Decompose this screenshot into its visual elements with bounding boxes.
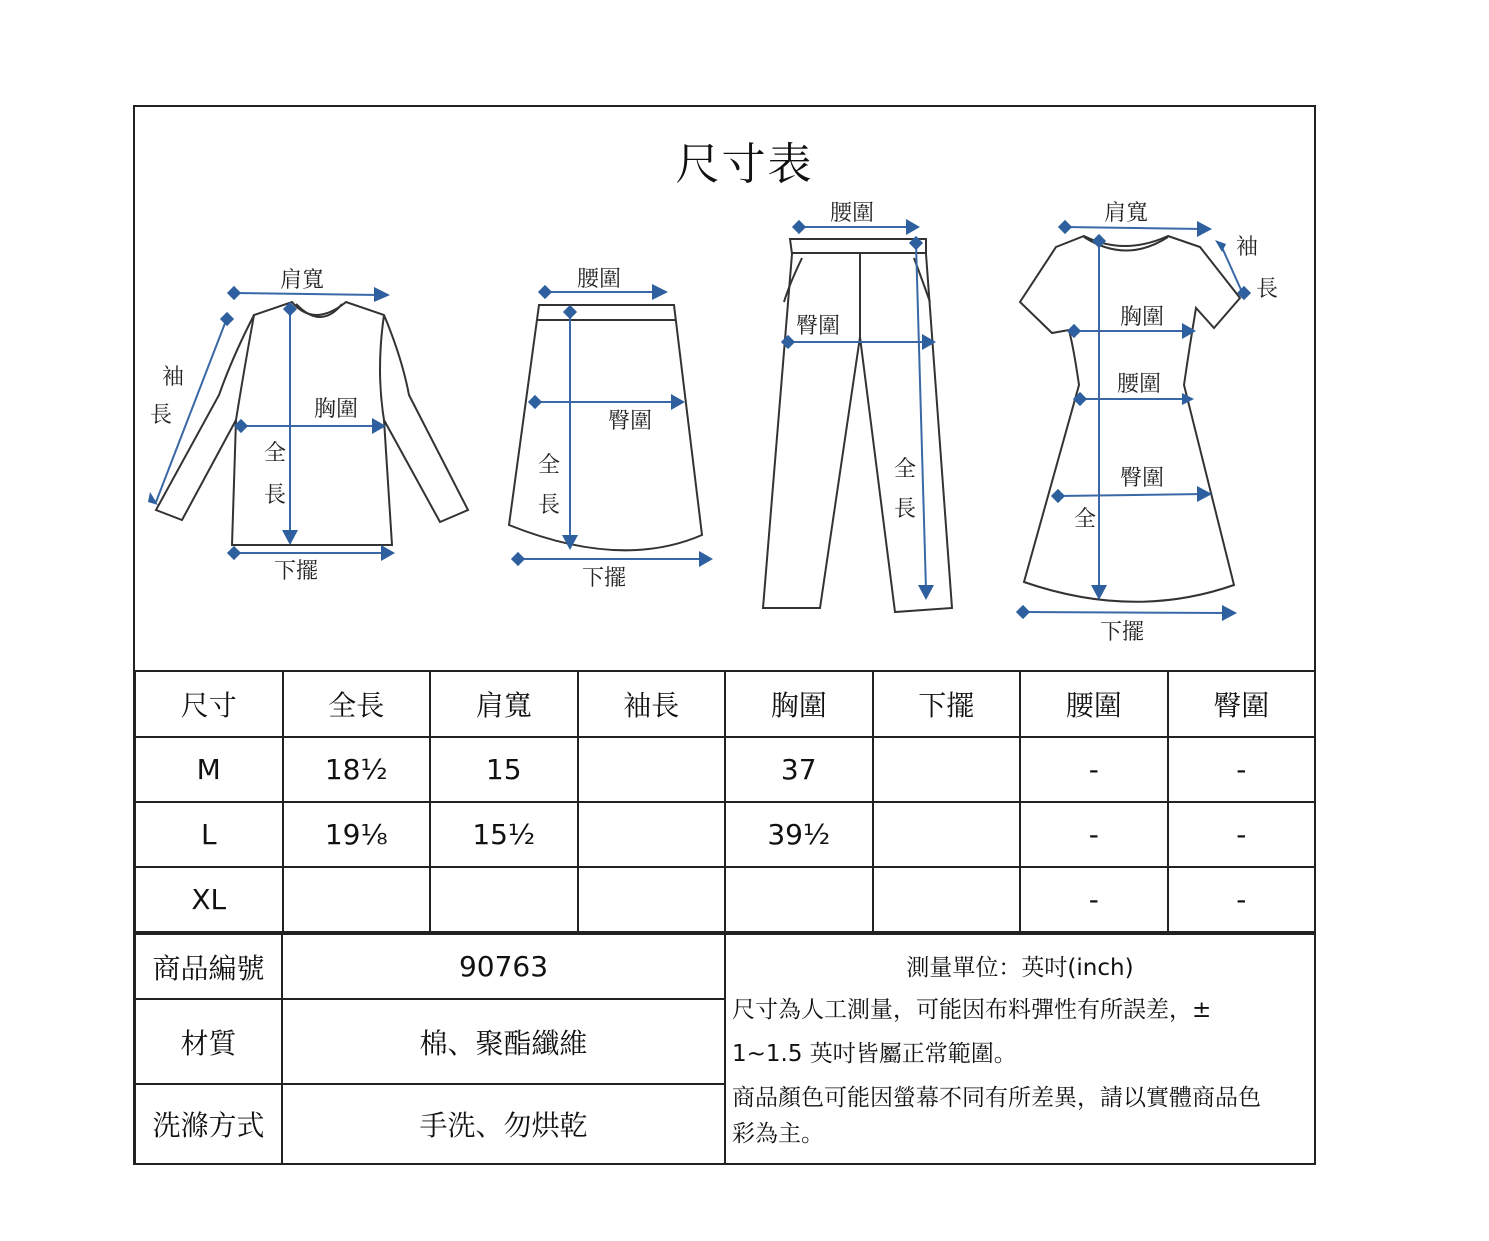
note-line-4: 彩為主。 (732, 1121, 824, 1147)
dress-outline (1020, 236, 1240, 602)
skirt-hem-arrow (699, 551, 713, 567)
dress-length-arrow (1091, 585, 1107, 600)
pants-waist-arrow (906, 219, 920, 235)
sweater-diagram (148, 268, 468, 584)
dress-chest-marker (1067, 324, 1081, 338)
material-label: 材質 (134, 998, 283, 1085)
diagram-svg (134, 180, 1316, 670)
hem-arrow (381, 545, 395, 561)
table-row (135, 867, 1315, 932)
note-line-2: 1~1.5 英吋皆屬正常範圍。 (732, 1041, 1017, 1067)
sweater-length-label-2: 長 (264, 483, 287, 508)
pants-waist-marker (792, 220, 806, 234)
dress-waist-marker (1073, 392, 1087, 406)
size-cell: XL (135, 867, 283, 932)
sweater-sleeve-label-2: 長 (150, 403, 173, 428)
dress-diagram (1016, 201, 1278, 645)
sweater-hem-label: 下擺 (274, 559, 319, 584)
skirt-diagram (509, 267, 713, 591)
wash-label: 洗滌方式 (134, 1083, 283, 1165)
note-line-1: 尺寸為人工測量，可能因布料彈性有所誤差，± (732, 997, 1212, 1023)
length-cell: 18½ (283, 737, 431, 802)
hem-cell (873, 737, 1021, 802)
dress-sleeve-label-1: 袖 (1236, 235, 1259, 260)
sweater-right-seam (380, 315, 384, 420)
skirt-hip-label: 臀圍 (608, 409, 653, 434)
sweater-shoulder-line (234, 293, 379, 295)
sleeve-cell (578, 802, 726, 867)
header-chest: 胸圍 (725, 671, 873, 737)
sleeve-cell (578, 867, 726, 932)
product-no-value: 90763 (281, 933, 726, 1000)
hip-cell: - (1168, 737, 1316, 802)
size-table (134, 670, 1316, 933)
skirt-waist-label: 腰圍 (577, 267, 622, 292)
waist-cell: - (1020, 802, 1168, 867)
product-no-label: 商品編號 (134, 933, 283, 1000)
header-waist: 腰圍 (1020, 671, 1168, 737)
dress-shoulder-label: 肩寬 (1104, 201, 1149, 226)
dress-hem-arrow (1222, 605, 1237, 621)
sweater-sleeve-label-1: 袖 (162, 365, 185, 390)
dress-shoulder-marker (1058, 220, 1072, 234)
pants-diagram (763, 201, 952, 612)
skirt-length-label-2: 長 (538, 493, 561, 518)
pants-waist-label: 腰圍 (830, 201, 875, 226)
shoulder-start-marker (227, 286, 241, 300)
skirt-hip-marker (528, 395, 542, 409)
sleeve-cell (578, 737, 726, 802)
dress-waist-label: 腰圍 (1117, 372, 1162, 397)
skirt-waist-marker (538, 285, 552, 299)
dress-chest-label: 胸圍 (1120, 305, 1165, 330)
header-hip: 臀圍 (1168, 671, 1316, 737)
skirt-hem-label: 下擺 (582, 566, 627, 591)
length-arrow (282, 530, 298, 545)
dress-hem-marker (1016, 605, 1030, 619)
pants-hip-marker (781, 335, 795, 349)
pants-hip-arrow (922, 334, 936, 350)
header-size: 尺寸 (135, 671, 283, 737)
sleeve-start-marker (220, 312, 234, 326)
hem-start-marker (227, 546, 241, 560)
hip-cell: - (1168, 867, 1316, 932)
shoulder-cell (430, 867, 578, 932)
hem-cell (873, 867, 1021, 932)
length-cell (283, 867, 431, 932)
length-cell: 19⅛ (283, 802, 431, 867)
waist-cell: - (1020, 737, 1168, 802)
waist-cell: - (1020, 867, 1168, 932)
header-shoulder: 肩寬 (430, 671, 578, 737)
pants-length-arrow (918, 585, 934, 600)
product-info (134, 933, 1316, 1165)
table-header-row (135, 671, 1315, 737)
pants-left-pocket (784, 258, 802, 302)
shoulder-cell: 15½ (430, 802, 578, 867)
chest-cell (725, 867, 873, 932)
skirt-hem-marker (511, 552, 525, 566)
hip-cell: - (1168, 802, 1316, 867)
header-length: 全長 (283, 671, 431, 737)
dress-hem-line (1023, 612, 1229, 613)
chest-cell: 37 (725, 737, 873, 802)
dress-hem-label: 下擺 (1100, 620, 1145, 645)
sweater-shoulder-label: 肩寬 (280, 268, 325, 293)
pants-hip-label: 臀圍 (796, 314, 841, 339)
unit-note: 測量單位：英吋(inch) (906, 955, 1134, 981)
sweater-length-label-1: 全 (264, 441, 287, 466)
skirt-length-label-1: 全 (538, 453, 561, 478)
hem-cell (873, 802, 1021, 867)
shoulder-cell: 15 (430, 737, 578, 802)
pants-outline (763, 239, 952, 612)
skirt-hip-arrow (671, 394, 685, 410)
pants-length-label-1: 全 (894, 457, 917, 482)
pants-length-line (916, 243, 926, 590)
sweater-chest-label: 胸圍 (314, 397, 359, 422)
table-row (135, 802, 1315, 867)
header-hem: 下擺 (873, 671, 1021, 737)
dress-hip-label: 臀圍 (1120, 466, 1165, 491)
pants-length-label-2: 長 (894, 497, 917, 522)
dress-sleeve-label-2: 長 (1256, 277, 1279, 302)
garment-diagrams (134, 180, 1316, 670)
skirt-waist-arrow (652, 284, 668, 300)
skirt-length-marker (563, 305, 577, 319)
note-line-3: 商品顏色可能因螢幕不同有所差異，請以實體商品色 (732, 1085, 1261, 1111)
sweater-left-seam (236, 315, 254, 420)
material-value: 棉、聚酯纖維 (281, 998, 726, 1085)
dress-hip-line (1058, 494, 1204, 496)
sweater-outline (156, 302, 468, 545)
chest-cell: 39½ (725, 802, 873, 867)
dress-length-label: 全 (1074, 507, 1097, 532)
size-cell: M (135, 737, 283, 802)
chart-title: 尺寸表 (675, 139, 814, 190)
dress-sleeve-arrow (1215, 240, 1226, 252)
dress-shoulder-arrow (1197, 221, 1212, 237)
header-sleeve: 袖長 (578, 671, 726, 737)
table-row (135, 737, 1315, 802)
dress-hip-marker (1051, 489, 1065, 503)
size-cell: L (135, 802, 283, 867)
measurement-notes (724, 933, 1316, 1165)
shoulder-arrow (374, 287, 390, 302)
wash-value: 手洗、勿烘乾 (281, 1083, 726, 1165)
dress-shoulder-line (1065, 227, 1204, 229)
